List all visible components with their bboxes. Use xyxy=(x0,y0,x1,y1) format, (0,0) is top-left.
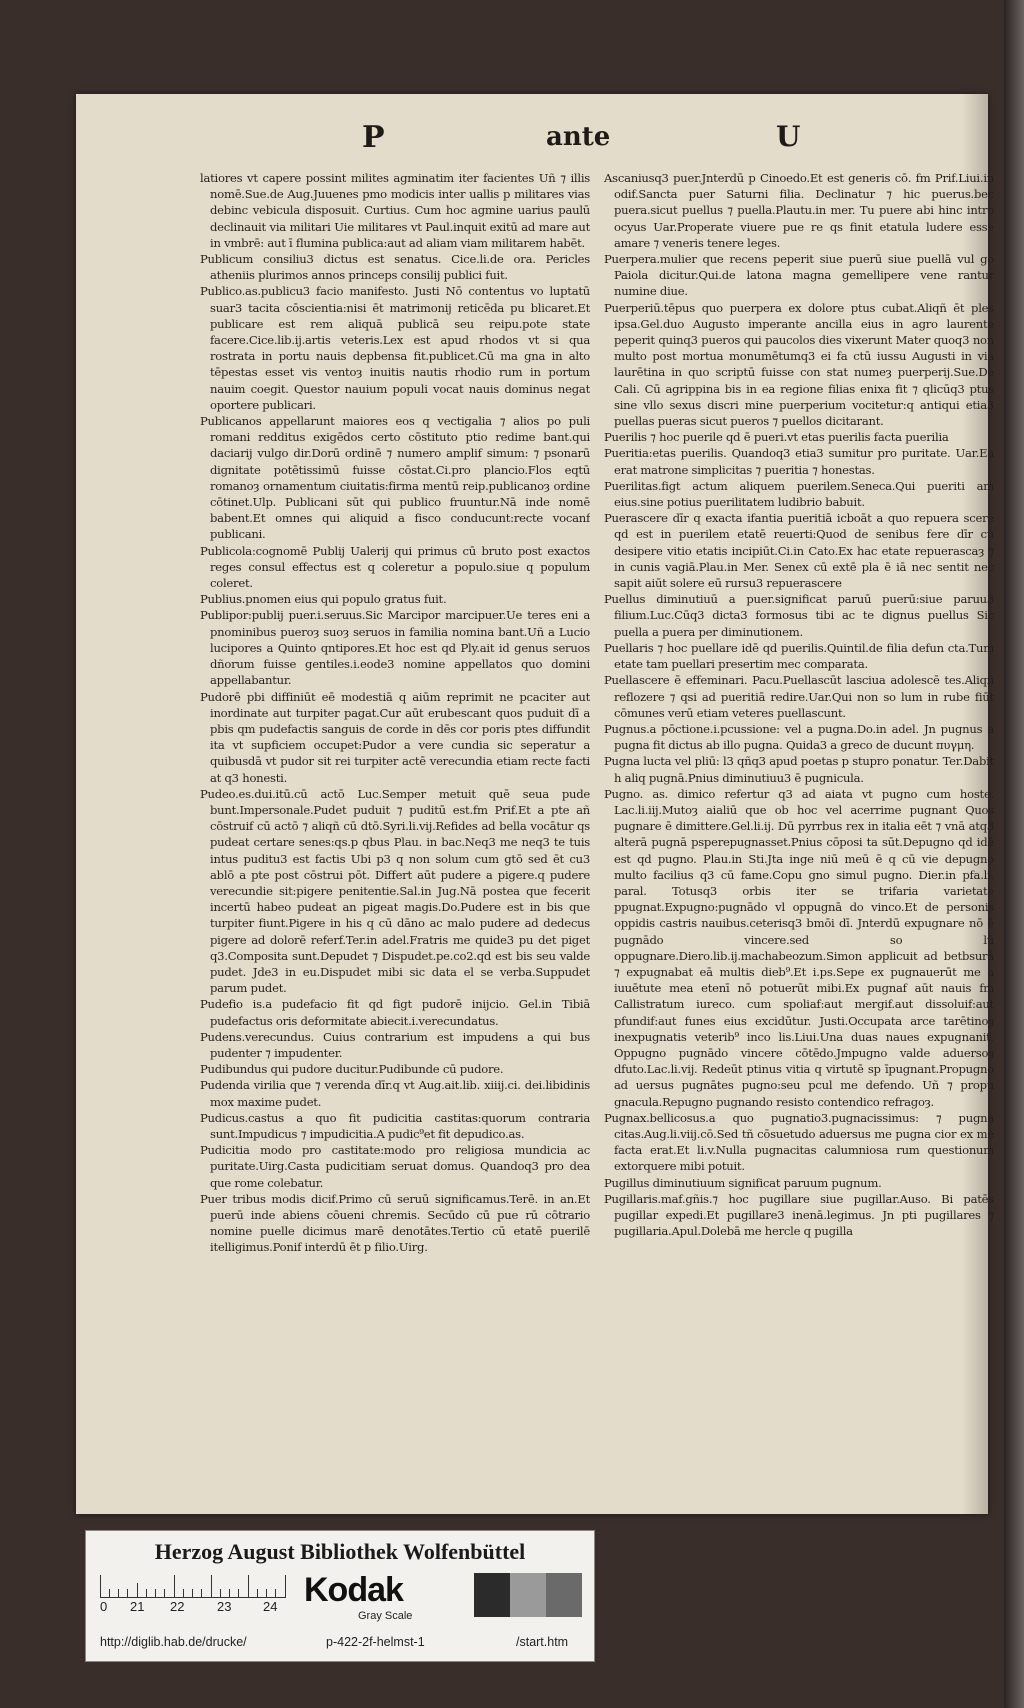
entry: Puellaris ⁊ hoc puellare idē qd puerilis.Quintil.de filia defun cta.Tum etate tam puellari presertim mec comparata. xyxy=(604,640,994,672)
entry: Publius.pnomen eius qui populo gratus fuit. xyxy=(200,592,447,607)
entry: Pugno. as. dimico refertur q3 ad aiata vt pugno cum hoste. Lac.li.iij.Mutoȝ aialiū que ob hoc vel acerrime pugnant Quos pugnare ē dimittere.Gel.li.ij. Dū pyrrbus rex in italia eēt ⁊ vnā atq3 alterā pugnā psperepugnasset.Pnius cōposi ta sūt.Depugno qd idē est qd pugno. Plau.in Sti.Jta inge niū meū ē q cū vie depugno multo facilius q3 cū fame.Copu gno simul pugno. Dier.in pfa.li. paral. Totusq3 orbis iter se trifaria varietate ppugnat.Expugno:pugnādo vl oppugnā do vinco.Et de personis oppidis castris nauibus.ceterisq3 bmōi dī. Jnterdū expugnare nō ē pugnādo vincere.sed so lū oppugnare.Diero.lib.ij.machabeozum.Simon applicuit ad betbsurā ⁊ expugnabat eā multis dieb⁹.Et i.ps.Sepe ex pugnauerūt me a iuuētute mea etenī nō potuerūt mibi.Ex pugnaf aūt nauis fm Callistratum iureco. cum spoliaf:aut mergif.aut dissoluif:aut pfundif:aut funes eius excidūtur. Justi.Occupata arce tarētinoȝ inexpugnatis veterib⁹ inco lis.Liui.Una duas naues expugnanit. Oppugno pugnādo vincere cōtēdo.Jmpugno valde aduersoȝ dfuto.Lac.li.vij. Redeūt ptinus vitia q virtutē sp īpugnant.Propugno ad uersus pugnātes pugno:seu pcul me defendo. Uñ ⁊ propu gnacula.Repugno pugnando resisto contendico refragoȝ. xyxy=(604,786,994,1109)
url-right: /start.htm xyxy=(516,1635,569,1649)
entry: Puerpera.mulier que recens peperit siue puerū siue puellā vul go Paiola dicitur.Qui.de latona magna gemellipere vene rantur numine diue. xyxy=(604,252,994,299)
kodak-logo: Kodak xyxy=(304,1571,403,1609)
entry: Pudorē pbi diffiniūt eē modestiā q aiūm reprimit ne pcaciter aut inordinate aut turpiter pagat.Cur aūt erubescant quos puduit dī a pbis qm pudefactis sanguis de corde in dēs cor poris ptes diffundit ita vt supficiem occupet:Pudor a vere cundia sic seperatur a quibusdā vt pudor sit rei turpiter actē verecundia etiam recte facti at q3 honesti. xyxy=(200,689,590,785)
url-center: p-422-2f-helmst-1 xyxy=(326,1635,425,1649)
ruler-label: 0 xyxy=(100,1599,108,1614)
ruler-labels xyxy=(100,1599,286,1615)
ruler-label: 24 xyxy=(263,1599,278,1614)
running-head xyxy=(76,120,988,160)
entry: Puerperiū.tēpus quo puerpera ex dolore ptus cubat.Aliqñ ēt ples ipsa.Gel.duo Augusto imperante ancilla eius in agro laurente peperit quinq3 pueros qui paucolos dies vixerunt Mater quoq3 non multo post mortua monumētumq3 ei fa ctū iussu Augusti in via laurētina in quo scriptū fuisse con stat numeȝ puerperij.Sue.De Cali. Cū agrippina bis in ea regione filias enixa fit ⁊ qlicūq3 ptus sine vllo sexus discri mine puerperium vocitetur:q antiqui etia3 puellas pueras sicut pueros ⁊ puellos dicitarant. xyxy=(604,300,994,429)
ruler-label: 22 xyxy=(170,1599,185,1614)
entry: Pudens.verecundus. Cuius contrarium est impudens a qui bus pudenter ⁊ impudenter. xyxy=(200,1029,590,1060)
library-name: Herzog August Bibliothek Wolfenbüttel xyxy=(154,1539,526,1564)
scanner-edge xyxy=(1004,0,1024,1708)
entry: Pudicitia modo pro castitate:modo pro religiosa mundicia ac puritate.Uirg.Casta pudicitiam seruat domus. Quandoq3 pro dea que rome colebatur. xyxy=(200,1143,590,1190)
running-head-letter-right: U xyxy=(776,120,801,153)
gray-swatch-dark xyxy=(474,1573,510,1617)
entry: Puellascere ē effeminari. Pacu.Puellascūt lasciua adolescē tes.Aliqñ reflozere ⁊ qsi ad pueritiā redire.Uar.Qui non so lum in rube fiūt cōmunes verū etiam veteres puellascunt. xyxy=(604,673,994,720)
entry: Pudeo.es.dui.itū.cū actō Luc.Semper metuit quē seua pude bunt.Impersonale.Pudet puduit ⁊ puditū est.fm Prif.Et a pte añ cōstruif cū actō ⁊ aliqñ cū dtō.Syri.li.vij.Refides ad bella vocātur qs pudeat certare senes:qs.p qbus Plau. in bac.Neq3 me neq3 te tuis intus puditu3 est factis Ubi p3 q non solum cum gtō sed ēt cu3 ablō a pte post cōstrui pōt. Differt aūt pudere a pigere.q pudere verecundie sit:pigere penitentie.Sal.in Jug.Nā postea que fecerit incertū habeo pudeat an pigeat magis.Do.Pudere est in bis que turpiter fiunt.Pigere in his q cū dāno ac malo pudere ad dedecus pigere ad dolorē referf.Ter.in adel.Fratris me quide3 pu det piget q3.Composita sunt.Depudet ⁊ Dispudet.pe.co2.qd est bis seu valde pudet. Jde3 in eu.Dispudet mibi sic data el se verba.Suppudet parum pudet. xyxy=(200,786,590,996)
entry: Pudibundus qui pudore ducitur.Pudibunde cū pudore. xyxy=(200,1062,504,1077)
entry: Publicola:cognomē Publij Ualerij qui primus cū bruto post exactos reges consul effectus est q coleretur a populo.siue q populum coleret. xyxy=(200,543,590,591)
entry: Pudicus.castus a quo fit pudicitia castitas:quorum contraria sunt.Impudicus ⁊ impudicitia.A pudic⁹et fit depudico.as. xyxy=(200,1110,590,1141)
entry: Puer tribus modis dicif.Primo cū seruū significamus.Terē. in an.Et puerū inde abiens cōueni chremis. Secūdo cū pue rū cōtrario nomine puelle dicimus marē denotātes.Tertio cū etatē puerilē itelligimus.Ponif interdū ēt p filio.Uirg. xyxy=(200,1191,590,1255)
running-head-word: ante xyxy=(546,122,611,152)
url-left: http://diglib.hab.de/drucke/ xyxy=(100,1635,247,1649)
entry: Pudenda virilia que ⁊ verenda dīr.q vt Aug.ait.lib. xiiij.ci. dei.libidinis mox maxime pudet. xyxy=(200,1078,590,1109)
gray-swatch-mid xyxy=(546,1573,582,1617)
entry: Pueritia:etas puerilis. Quandoq3 etia3 sumitur pro puritate. Uar.Ea erat matrone simplicitas ⁊ pueritia ⁊ honestas. xyxy=(604,446,994,477)
scale-ruler xyxy=(100,1575,286,1598)
gray-swatch-light xyxy=(510,1573,546,1617)
book-page xyxy=(76,94,994,1514)
entry: Puerilitas.figt actum aliquem puerilem.Seneca.Qui pueriti am eius.sine potius puerilitatem ludibrio babuit. xyxy=(604,478,994,510)
entry: Publipor:publij puer.i.seruus.Sic Marcipor marcipuer.Ue teres eni a pnominibus pueroȝ suoȝ seruos in familia nomina bant.Uñ a Lucio lucipores a Quinto qntipores.Et hoc est qd Ply.ait id genus seruos dñorum fuisse gentiles.i.eode3 nomine appellatos quo domini appellabantur. xyxy=(200,608,590,688)
left-column xyxy=(200,170,590,1310)
entry: latiores vt capere possint milites agminatim iter facientes Uñ ⁊ illis nomē.Sue.de Aug.Juuenes pmo modicis inter uallis p militares vias debinc vebicula disposuit. Curtius. Cum hoc agmine uarius paulū declinauit via militari Uie militares vt Paul.inquit exitū ad mare aut in vmbrē: aut ī flumina publica:aut ad aliam viam militarem habēt. xyxy=(200,171,590,250)
ruler-label: 23 xyxy=(217,1599,232,1614)
entry: Puerascere dīr q exacta ifantia pueritiā icboāt a quo repuera scere qd est in puerilem etatē reuerti:Quod de senibus fere dīr cū desipere vitio etatis incipiūt.Ci.in Cato.Ex hac etate repuerascaȝ ⁊ in cunis vagiā.Plau.in Mer. Senex cū extē pla ē iā nec sentit nec sapit aiūt solere eū rursu3 repuerascere xyxy=(604,511,994,591)
entry: Puerilis ⁊ hoc puerile qd ē pueri.vt etas puerilis facta puerilia xyxy=(604,430,949,445)
entry: Puellus diminutiuū a puer.significat paruū puerū:siue paruu3 filium.Luc.Cūq3 dicta3 formosus tibi ac te dignus puellus Sic puella a puera per diminutionem. xyxy=(604,592,994,639)
entry: Pudefio is.a pudefacio fit qd figt pudorē inijcio. Gel.in Tibiā pudefactus oris deformitate abiecit.i.verecundatus. xyxy=(200,997,590,1028)
entry: Pugna lucta vel pliū: l3 qñq3 apud poetas p stupro ponatur. Ter.Dabit h aliq pugnā.Pnius diminutiuu3 ē pugnicula. xyxy=(604,754,994,785)
gray-scale-label: Gray Scale xyxy=(358,1610,413,1622)
entry: Pugnax.bellicosus.a quo pugnatio3.pugnacissimus: ⁊ pugna citas.Aug.li.viij.cō.Sed tñ cōsuetudo aduersus me pugna cior ex me facta erat.Et li.v.Nulla pugnacitas calumniosa rum questionum extorquere mibi potuit. xyxy=(604,1110,994,1174)
running-head-letter-left: P xyxy=(362,120,385,155)
entry: Pugnus.a pōctione.i.pcussione: vel a pugna.Do.in adel. Jn pugnus a pugna fit dictus ab illo pugna. Quida3 a greco de ducunt πυγμη. xyxy=(604,721,994,753)
entry: Publicanos appellarunt maiores eos q vectigalia ⁊ alios po puli romani redditus exigēdos certo cōstituto ptio redime bant.qui daciarij vulgo dir.Dorū ordinē ⁊ numero amplif simum: ⁊ psonarū dignitate potētissimū fuisse cōstat.Ci.pro plancio.Flos eqtū romanoȝ ornamentum ciuitatis:firma mentū reip.publicanoȝ ordine cōtinet.Ulp. Publicani sūt qui publico fruuntur.Nā inde nomē babent.Et omnes qui aliquid a fisco conducunt:recte vocanf publicani. xyxy=(200,414,590,542)
entry: Ascaniusq3 puer.Jnterdū p Cinoedo.Et est generis cō. fm Prif.Liui.in odif.Sancta puer Saturni filia. Declinatur ⁊ hic puerus.bec puera.sicut puellus ⁊ puella.Plautu.in mer. Tu puere abi hinc intro ocyus Uar.Properate viuere pue re qs finit etatula ludere esse amare ⁊ veneris tenere leges. xyxy=(604,171,994,250)
ruler-label: 21 xyxy=(130,1599,145,1614)
color-target-strip xyxy=(85,1530,595,1662)
entry: Publico.as.publicu3 facio manifesto. Justi Nō contentus vo luptatū suar3 tacita cōscientia:nisi ēt matrimonij reticēda pu blicaret.Et publicare est rem aliquā publicā seu reipu.pote state facere.Cice.lib.ij.artis veteris.Lex est apud rhodos vt si qua rostrata in portu nauis depbensa fit.publicet.Cū ma gna in alto tēpestas esset vis ventoȝ inuitis nautis rhodio rum in portum nauim coegit. Questor nauium populi vocat nauis dominus negat oportere publicari. xyxy=(200,284,590,412)
entry: Pugillaris.maf.gñis.⁊ hoc pugillare siue pugillar.Auso. Bi patēs pugillar expedi.Et pugillare3 inenā.legimus. Jn pti pugillares ⁊ pugillaria.Apul.Dolebā me hercle q pugilla xyxy=(604,1191,994,1239)
right-column xyxy=(604,170,994,1310)
entry: Publicum consiliu3 dictus est senatus. Cice.li.de ora. Pericles atheniis plurimos annos princeps consilij publici fuit. xyxy=(200,252,590,283)
entry: Pugillus diminutiuum significat paruum pugnum. xyxy=(604,1175,882,1190)
